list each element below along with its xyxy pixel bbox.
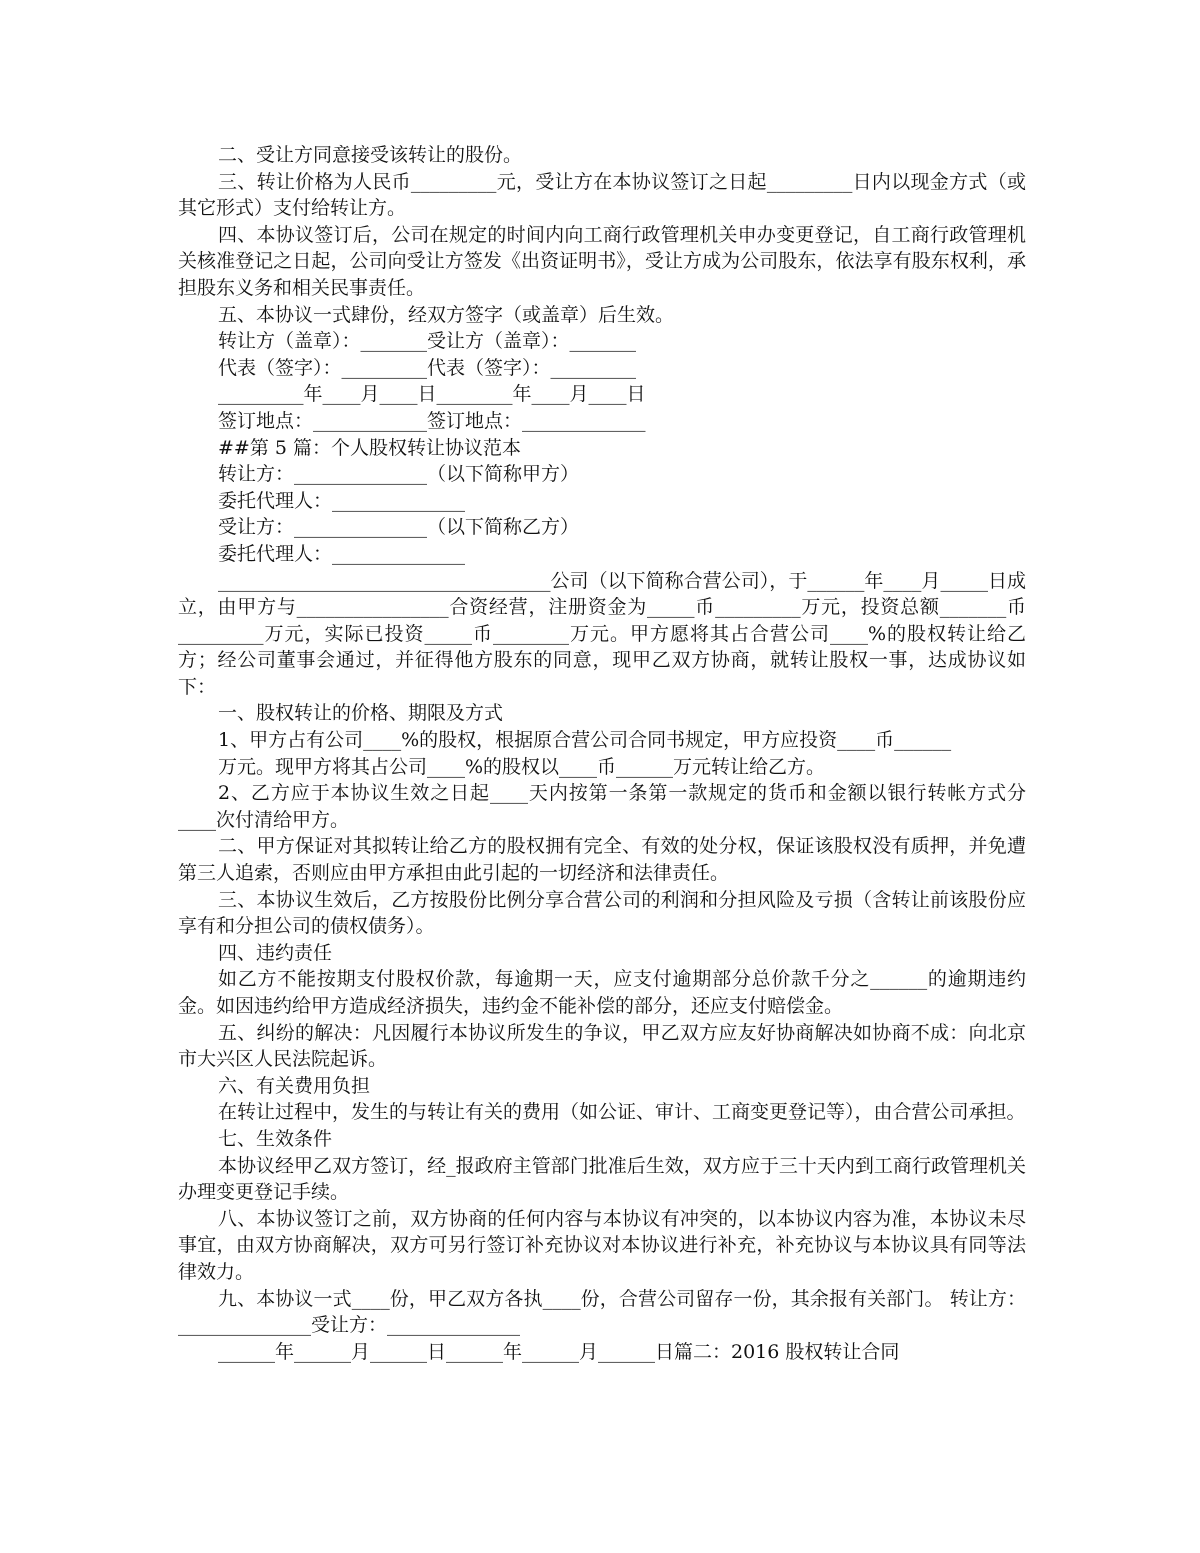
paragraph: 二、甲方保证对其拟转让给乙方的股权拥有完全、有效的处分权，保证该股权没有质押，并免遭第三人追索，否则应由甲方承担由此引起的一切经济和法律责任。 [178, 835, 1026, 885]
paragraph: ___________________________________公司（以下简称合营公司），于______年____月_____日成立，由甲方与________________合资经营，注册资金为_____币_________万元，投资总额_______币_________万元，实际已投资_____币________万元。甲方愿将其占合营公司____%的股权转让给乙方；经公司董事会通过，并征得他方股东的同意，现甲乙双方协商，就转让股权一事，达成协议如下： [178, 569, 1026, 698]
paragraph: 三、转让价格为人民币_________元，受让方在本协议签订之日起_________日内以现金方式（或其它形式）支付给转让方。 [178, 170, 1026, 220]
paragraph: 如乙方不能按期支付股权价款，每逾期一天，应支付逾期部分总价款千分之______的逾期违约金。如因违约给甲方造成经济损失，违约金不能补偿的部分，还应支付赔偿金。 [178, 968, 1026, 1017]
signature-line: 转让方（盖章）：_______受让方（盖章）：_______ [218, 330, 637, 353]
paragraph: 在转让过程中，发生的与转让有关的费用（如公证、审计、工商变更登记等），由合营公司承担。 [218, 1101, 1026, 1124]
document-body [178, 142, 1026, 1365]
paragraph: 1、甲方占有公司____%的股权，根据原合营公司合同书规定，甲方应投资____币______ [218, 729, 952, 752]
clause-heading: 四、违约责任 [218, 941, 333, 964]
paragraph: 二、受让方同意接受该转让的股份。 [218, 144, 523, 166]
paragraph: 2、乙方应于本协议生效之日起____天内按第一条第一款规定的货币和金额以银行转帐方式分____次付清给甲方。 [178, 782, 1026, 831]
paragraph: 九、本协议一式____份，甲乙双方各执____份，合营公司留存一份，其余报有关部门。 转让方：______________受让方：______________ [178, 1287, 1026, 1337]
clause-heading: 六、有关费用负担 [218, 1074, 371, 1097]
paragraph: 五、本协议一式肆份，经双方签字（或盖章）后生效。 [218, 303, 675, 326]
paragraph: 五、纠纷的解决：凡因履行本协议所发生的争议，甲乙双方应友好协商解决如协商不成：向北京市大兴区人民法院起诉。 [178, 1021, 1026, 1071]
paragraph: 四、本协议签订后，公司在规定的时间内向工商行政管理机关申办变更登记，自工商行政管理机关核准登记之日起，公司向受让方签发《出资证明书》，受让方成为公司股东，依法享有股东权利，承担股东义务和相关民事责任。 [178, 223, 1026, 299]
clause-heading: 一、股权转让的价格、期限及方式 [218, 702, 504, 725]
party-line: 转让方：______________（以下简称甲方） [218, 463, 580, 486]
paragraph: 万元。现甲方将其占公司____%的股权以____币______万元转让给乙方。 [218, 755, 826, 778]
clause-heading: 七、生效条件 [218, 1127, 333, 1150]
party-line: 委托代理人：______________ [218, 489, 466, 512]
date-line: _________年____月____日________年____月____日 [218, 383, 646, 406]
signature-line: 代表（签字）：_________代表（签字）：_________ [218, 356, 637, 379]
section-heading: ##第 5 篇：个人股权转让协议范本 [218, 436, 522, 459]
party-line: 委托代理人：______________ [218, 542, 466, 565]
party-line: 受让方：______________（以下简称乙方） [218, 516, 580, 539]
paragraph: 三、本协议生效后，乙方按股份比例分享合营公司的利润和分担风险及亏损（含转让前该股份应享有和分担公司的债权债务）。 [178, 888, 1026, 938]
date-line: ______年______月______日______年______月______日篇二：2016 股权转让合同 [218, 1340, 900, 1363]
signing-place-line: 签订地点：____________签订地点：_____________ [218, 409, 646, 432]
paragraph: 八、本协议签订之前，双方协商的任何内容与本协议有冲突的，以本协议内容为准，本协议未尽事宜，由双方协商解决，双方可另行签订补充协议对本协议进行补充，补充协议与本协议具有同等法律效力。 [178, 1207, 1026, 1283]
paragraph: 本协议经甲乙双方签订，经_报政府主管部门批准后生效，双方应于三十天内到工商行政管理机关办理变更登记手续。 [178, 1154, 1026, 1204]
